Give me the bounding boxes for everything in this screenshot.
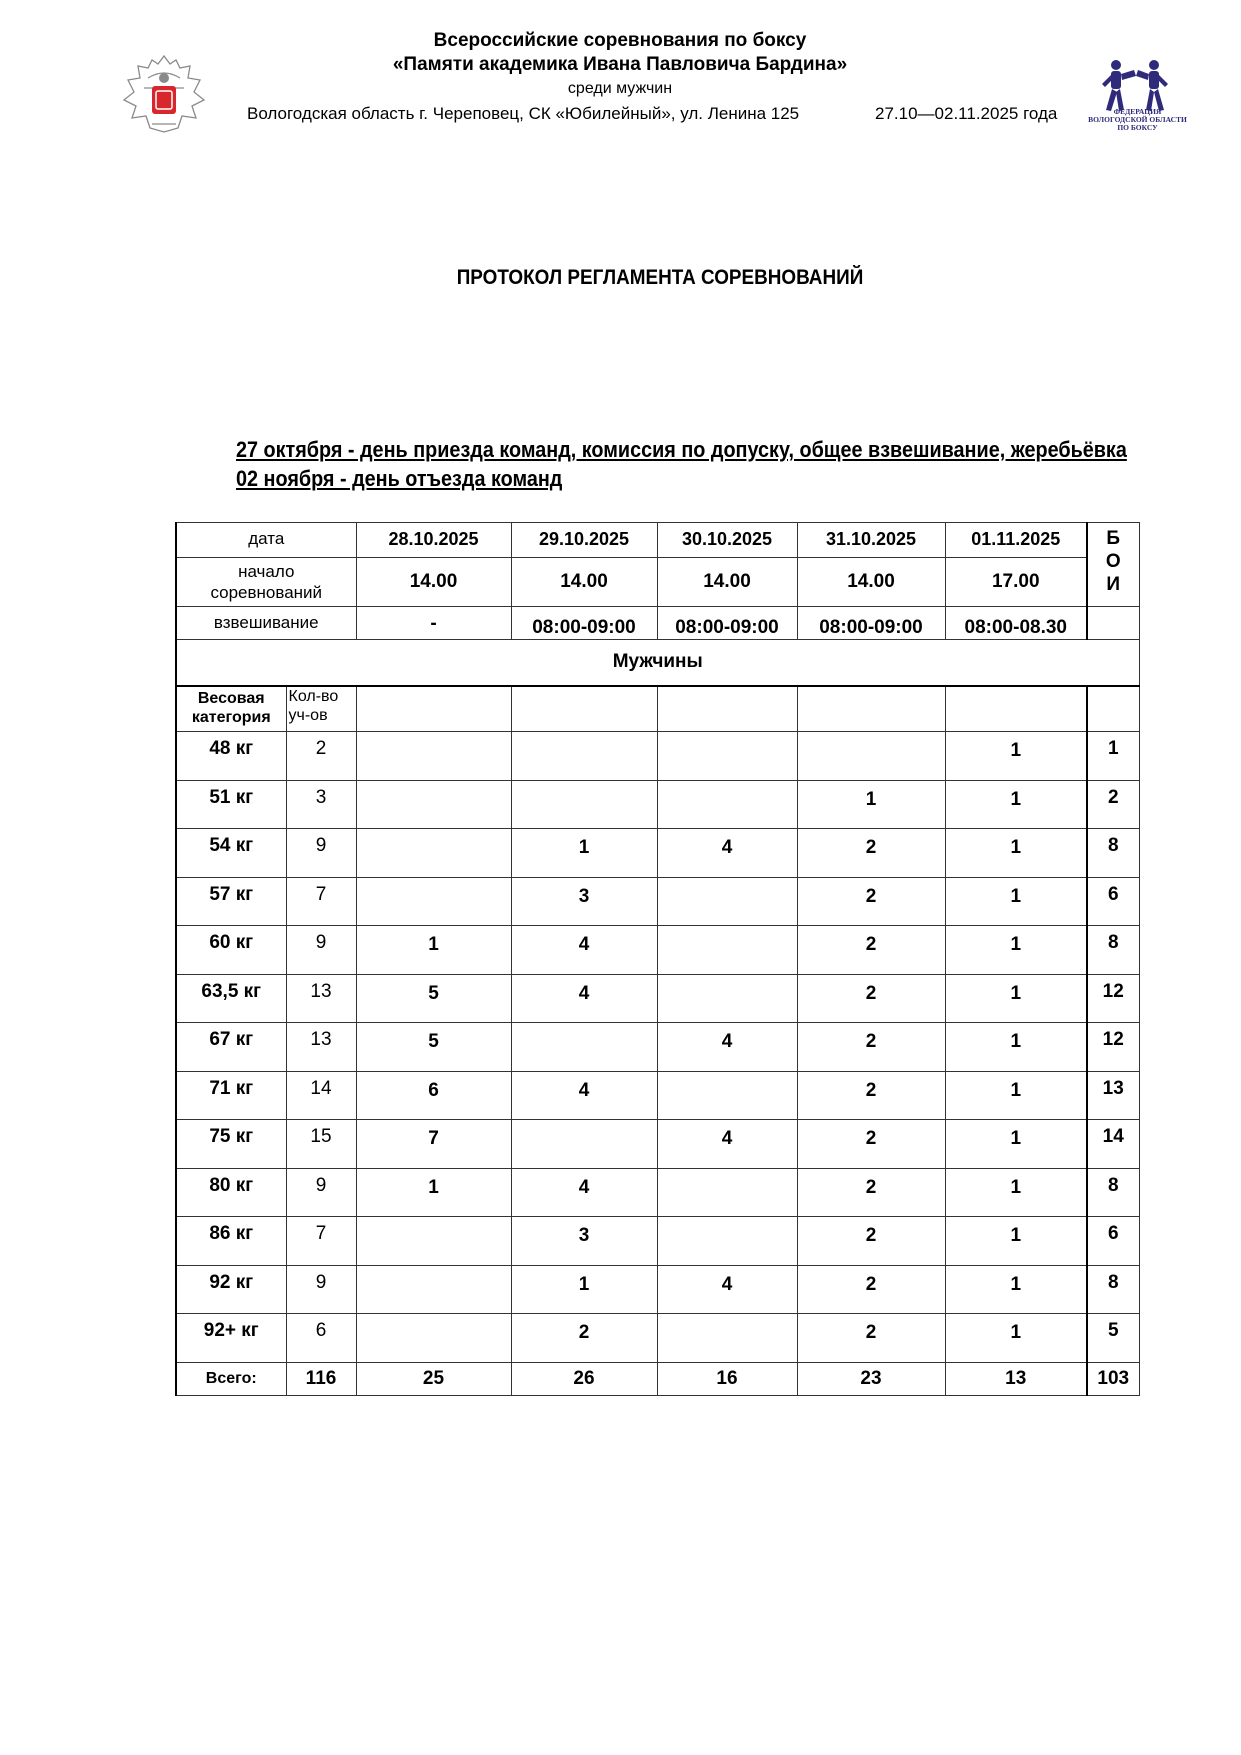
participant-count: 15 <box>286 1120 356 1169</box>
participant-count: 7 <box>286 877 356 926</box>
bout-count <box>356 877 511 926</box>
weigh-time: 08:00-09:00 <box>657 607 797 640</box>
bout-count: 1 <box>511 1265 657 1314</box>
table-row <box>176 1265 1139 1314</box>
bout-count <box>511 1023 657 1072</box>
page-title: ПРОТОКОЛ РЕГЛАМЕНТА СОРЕВНОВАНИЙ <box>456 266 864 289</box>
section-title: Мужчины <box>176 640 1139 686</box>
row-total: 8 <box>1087 1265 1139 1314</box>
arrival-note: 27 октября - день приезда команд, комиссия по допуску, общее взвешивание, жеребьёвка <box>236 437 1127 462</box>
row-total: 14 <box>1087 1120 1139 1169</box>
start-time: 14.00 <box>511 558 657 607</box>
start-time: 14.00 <box>797 558 945 607</box>
participant-count: 9 <box>286 926 356 975</box>
section-row <box>176 640 1139 686</box>
table-row <box>176 926 1139 975</box>
participant-count: 2 <box>286 732 356 781</box>
date-cell: 01.11.2025 <box>945 523 1087 558</box>
participant-count: 13 <box>286 974 356 1023</box>
bout-count: 2 <box>797 1120 945 1169</box>
weight-category: 54 кг <box>176 829 286 878</box>
bout-count: 4 <box>657 1120 797 1169</box>
row-total: 8 <box>1087 926 1139 975</box>
total-bouts: 25 <box>356 1362 511 1395</box>
grand-total: 103 <box>1087 1362 1139 1395</box>
column-header-row <box>176 686 1139 732</box>
table-row <box>176 1217 1139 1266</box>
participant-count: 6 <box>286 1314 356 1363</box>
bout-count: 4 <box>511 1168 657 1217</box>
competition-title: Всероссийские соревнования по боксу <box>433 30 807 51</box>
start-time: 14.00 <box>356 558 511 607</box>
bout-count: 1 <box>945 877 1087 926</box>
bout-count: 4 <box>511 974 657 1023</box>
bout-count <box>797 732 945 781</box>
count-header-line1: Кол-во <box>288 687 339 705</box>
bout-count: 1 <box>945 780 1087 829</box>
total-bouts: 13 <box>945 1362 1087 1395</box>
boi-letter: И <box>1106 574 1121 595</box>
weight-category: 92 кг <box>176 1265 286 1314</box>
empty-cell <box>511 686 657 732</box>
bout-count: 4 <box>657 829 797 878</box>
bout-count: 6 <box>356 1071 511 1120</box>
participant-count: 13 <box>286 1023 356 1072</box>
bout-count: 2 <box>797 926 945 975</box>
date-cell: 31.10.2025 <box>797 523 945 558</box>
row-total: 6 <box>1087 1217 1139 1266</box>
weight-category: 71 кг <box>176 1071 286 1120</box>
row-total: 8 <box>1087 829 1139 878</box>
bout-count: 2 <box>797 1071 945 1120</box>
bout-count <box>356 780 511 829</box>
empty-cell <box>1087 607 1139 640</box>
bout-count: 2 <box>797 1023 945 1072</box>
weight-category-header <box>176 686 286 732</box>
date-cell: 28.10.2025 <box>356 523 511 558</box>
bout-count: 1 <box>945 829 1087 878</box>
row-total: 6 <box>1087 877 1139 926</box>
bout-count: 1 <box>945 1168 1087 1217</box>
table-row <box>176 1168 1139 1217</box>
bout-count: 4 <box>511 926 657 975</box>
bout-count <box>657 974 797 1023</box>
bout-count: 2 <box>797 829 945 878</box>
table-row <box>176 732 1139 781</box>
weight-category: 67 кг <box>176 1023 286 1072</box>
start-row <box>176 558 1139 607</box>
bout-count: 1 <box>797 780 945 829</box>
schedule-table <box>175 522 1140 1396</box>
bout-count: 1 <box>945 1217 1087 1266</box>
bout-count <box>511 1120 657 1169</box>
empty-cell <box>945 686 1087 732</box>
start-label <box>176 558 356 607</box>
bout-count: 2 <box>797 1314 945 1363</box>
bout-count <box>511 732 657 781</box>
bout-count: 1 <box>945 1023 1087 1072</box>
weigh-row <box>176 607 1139 640</box>
participant-count: 7 <box>286 1217 356 1266</box>
bout-count <box>657 732 797 781</box>
bout-count <box>657 1314 797 1363</box>
bout-count: 1 <box>945 1120 1087 1169</box>
table-row <box>176 974 1139 1023</box>
weight-category: 51 кг <box>176 780 286 829</box>
departure-note: 02 ноября - день отъезда команд <box>236 466 563 491</box>
weight-category: 63,5 кг <box>176 974 286 1023</box>
bout-count: 1 <box>511 829 657 878</box>
bout-count: 1 <box>945 926 1087 975</box>
count-header-line2: уч-ов <box>288 706 328 724</box>
total-bouts: 16 <box>657 1362 797 1395</box>
bout-count <box>356 1265 511 1314</box>
boi-letter: Б <box>1106 528 1121 549</box>
date-cell: 29.10.2025 <box>511 523 657 558</box>
bout-count: 1 <box>945 1314 1087 1363</box>
bout-count: 5 <box>356 974 511 1023</box>
bout-count: 3 <box>511 1217 657 1266</box>
table-row <box>176 1023 1139 1072</box>
bout-count <box>356 829 511 878</box>
bout-count: 1 <box>945 974 1087 1023</box>
bout-count: 1 <box>945 1071 1087 1120</box>
row-total: 12 <box>1087 974 1139 1023</box>
table-row <box>176 877 1139 926</box>
bout-count: 3 <box>511 877 657 926</box>
bout-count: 1 <box>356 1168 511 1217</box>
total-bouts: 23 <box>797 1362 945 1395</box>
total-row <box>176 1362 1139 1395</box>
row-total: 2 <box>1087 780 1139 829</box>
bout-count: 2 <box>797 877 945 926</box>
weigh-time: 08:00-09:00 <box>511 607 657 640</box>
participant-count: 9 <box>286 1168 356 1217</box>
row-total: 12 <box>1087 1023 1139 1072</box>
empty-cell <box>797 686 945 732</box>
venue: Вологодская область г. Череповец, СК «Юбилейный», ул. Ленина 125 <box>247 104 800 123</box>
bout-count: 2 <box>511 1314 657 1363</box>
weight-category: 80 кг <box>176 1168 286 1217</box>
date-cell: 30.10.2025 <box>657 523 797 558</box>
bout-count <box>657 926 797 975</box>
competition-subtitle: «Памяти академика Ивана Павловича Бардина» <box>392 54 848 75</box>
bout-count <box>657 877 797 926</box>
weigh-label: взвешивание <box>176 607 356 640</box>
bout-count: 2 <box>797 1168 945 1217</box>
weight-category: 48 кг <box>176 732 286 781</box>
participant-count: 9 <box>286 829 356 878</box>
row-total: 8 <box>1087 1168 1139 1217</box>
weight-category: 75 кг <box>176 1120 286 1169</box>
start-time: 14.00 <box>657 558 797 607</box>
weight-category: 60 кг <box>176 926 286 975</box>
bout-count: 2 <box>797 974 945 1023</box>
empty-cell <box>356 686 511 732</box>
bout-count: 5 <box>356 1023 511 1072</box>
date-row <box>176 523 1139 558</box>
bout-count <box>657 780 797 829</box>
bout-count <box>657 1071 797 1120</box>
weigh-time: 08:00-08.30 <box>945 607 1087 640</box>
weight-category: 86 кг <box>176 1217 286 1266</box>
count-header <box>286 686 356 732</box>
boi-letter: О <box>1105 551 1121 572</box>
empty-cell <box>1087 686 1139 732</box>
table-row <box>176 1120 1139 1169</box>
table-row <box>176 780 1139 829</box>
empty-cell <box>657 686 797 732</box>
bout-count: 4 <box>657 1023 797 1072</box>
total-bouts: 26 <box>511 1362 657 1395</box>
table-row <box>176 1071 1139 1120</box>
federation-caption: ФЕДЕРАЦИЯ ВОЛОГОДСКОЙ ОБЛАСТИ ПО БОКСУ <box>1088 107 1187 132</box>
bout-count <box>657 1217 797 1266</box>
bout-count: 1 <box>945 732 1087 781</box>
bout-count: 2 <box>797 1265 945 1314</box>
total-count: 116 <box>286 1362 356 1395</box>
total-label: Всего: <box>176 1362 286 1395</box>
row-total: 5 <box>1087 1314 1139 1363</box>
competition-category: среди мужчин <box>567 80 673 97</box>
bout-count <box>356 1217 511 1266</box>
start-label-line2: соревнований <box>210 583 323 602</box>
event-dates: 27.10—02.11.2025 года <box>875 104 1058 123</box>
table-row <box>176 829 1139 878</box>
weight-header-line2: категория <box>191 708 271 726</box>
date-label: дата <box>176 523 356 558</box>
start-time: 17.00 <box>945 558 1087 607</box>
bout-count: 7 <box>356 1120 511 1169</box>
table-row <box>176 1314 1139 1363</box>
bout-count <box>511 780 657 829</box>
weigh-time: 08:00-09:00 <box>797 607 945 640</box>
weight-category: 92+ кг <box>176 1314 286 1363</box>
bout-count: 1 <box>356 926 511 975</box>
bout-count: 4 <box>511 1071 657 1120</box>
bout-count <box>356 732 511 781</box>
bout-count <box>356 1314 511 1363</box>
weigh-time: - <box>356 607 511 640</box>
bout-count: 1 <box>945 1265 1087 1314</box>
row-total: 1 <box>1087 732 1139 781</box>
boi-header <box>1087 523 1139 607</box>
participant-count: 9 <box>286 1265 356 1314</box>
weight-category: 57 кг <box>176 877 286 926</box>
row-total: 13 <box>1087 1071 1139 1120</box>
bout-count: 4 <box>657 1265 797 1314</box>
weight-header-line1: Весовая <box>197 689 265 707</box>
bout-count: 2 <box>797 1217 945 1266</box>
bout-count <box>657 1168 797 1217</box>
participant-count: 14 <box>286 1071 356 1120</box>
start-label-line1: начало <box>238 562 295 581</box>
participant-count: 3 <box>286 780 356 829</box>
